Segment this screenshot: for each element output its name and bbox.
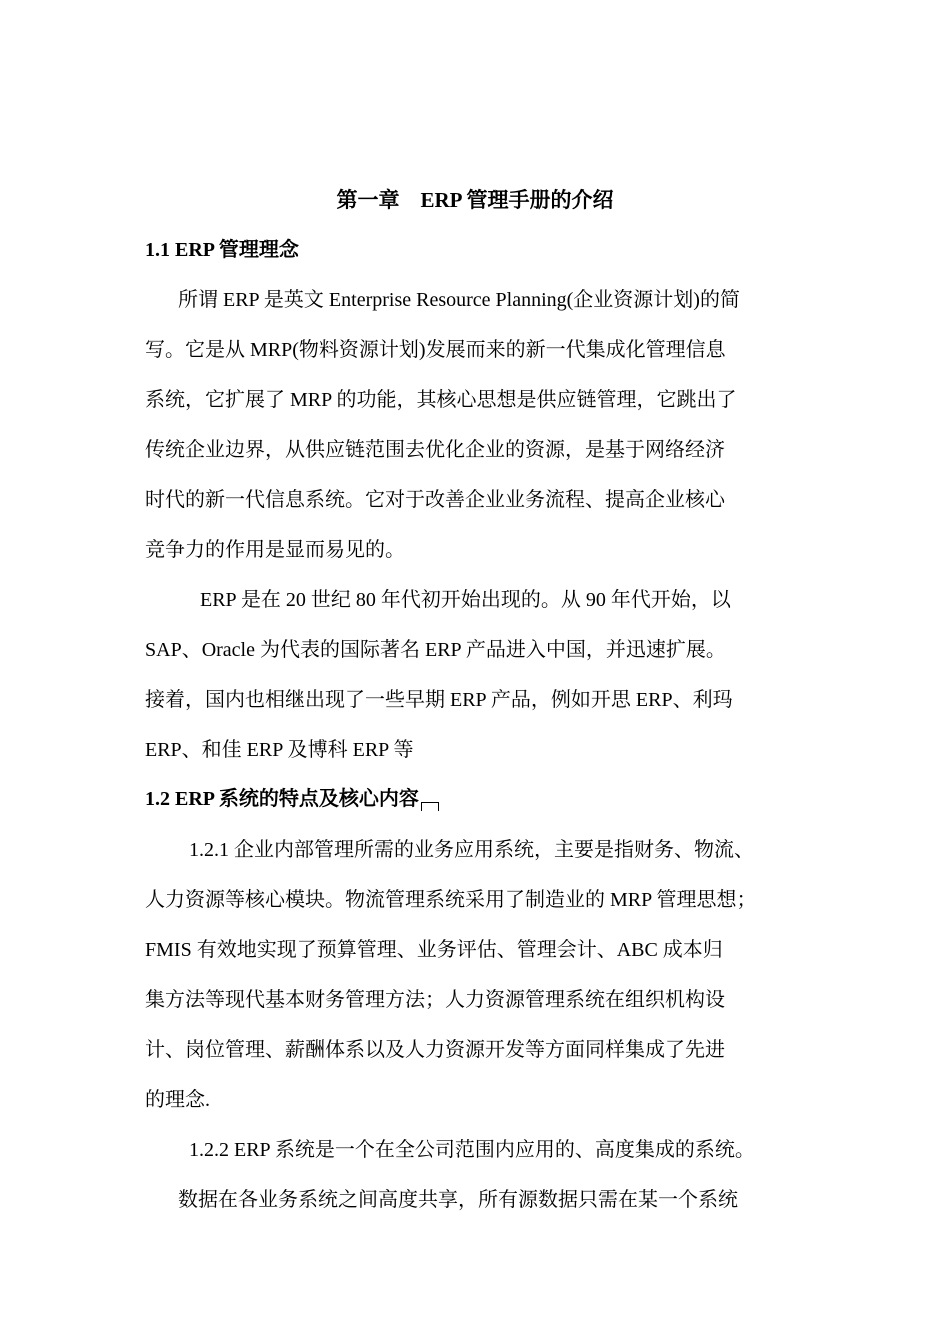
paragraph-line: 接着，国内也相继出现了一些早期 ERP 产品，例如开思 ERP、利玛 [145, 689, 733, 711]
paragraph-line: 竞争力的作用是显而易见的。 [145, 539, 405, 561]
paragraph-line: 数据在各业务系统之间高度共享，所有源数据只需在某一个系统 [178, 1189, 738, 1211]
paragraph-line: ERP 是在 20 世纪 80 年代初开始出现的。从 90 年代开始，以 [200, 589, 731, 611]
paragraph-line: 计、岗位管理、薪酬体系以及人力资源开发等方面同样集成了先进 [145, 1039, 725, 1061]
paragraph-line: 时代的新一代信息系统。它对于改善企业业务流程、提高企业核心 [145, 489, 725, 511]
section-heading-text: 1.2 ERP 系统的特点及核心内容 [145, 788, 419, 810]
paragraph-line: 所谓 ERP 是英文 Enterprise Resource Planning(企业资源计划)的简 [178, 289, 740, 311]
paragraph-line: FMIS 有效地实现了预算管理、业务评估、管理会计、ABC 成本归 [145, 939, 723, 961]
section-heading-1-1: 1.1 ERP 管理理念 [145, 239, 299, 261]
paragraph-line: 人力资源等核心模块。物流管理系统采用了制造业的 MRP 管理思想； [145, 889, 757, 911]
paragraph-line: 的理念. [145, 1089, 210, 1111]
paragraph-line: 系统，它扩展了 MRP 的功能，其核心思想是供应链管理，它跳出了 [145, 389, 737, 411]
paragraph-line: ERP、和佳 ERP 及博科 ERP 等 [145, 739, 414, 761]
chapter-title: 第一章 ERP 管理手册的介绍 [336, 188, 614, 212]
paragraph-line: 写。它是从 MRP(物料资源计划)发展而来的新一代集成化管理信息 [145, 339, 726, 361]
paragraph-line: 集方法等现代基本财务管理方法；人力资源管理系统在组织机构设 [145, 989, 725, 1011]
paragraph-line: 1.2.1 企业内部管理所需的业务应用系统，主要是指财务、物流、 [189, 839, 754, 861]
paragraph-line: 1.2.2 ERP 系统是一个在全公司范围内应用的、高度集成的系统。 [189, 1139, 755, 1161]
edit-mark-icon [421, 802, 439, 811]
paragraph-line: 传统企业边界，从供应链范围去优化企业的资源，是基于网络经济 [145, 439, 725, 461]
paragraph-line: SAP、Oracle 为代表的国际著名 ERP 产品进入中国，并迅速扩展。 [145, 639, 726, 661]
section-heading-1-2 [145, 785, 439, 813]
